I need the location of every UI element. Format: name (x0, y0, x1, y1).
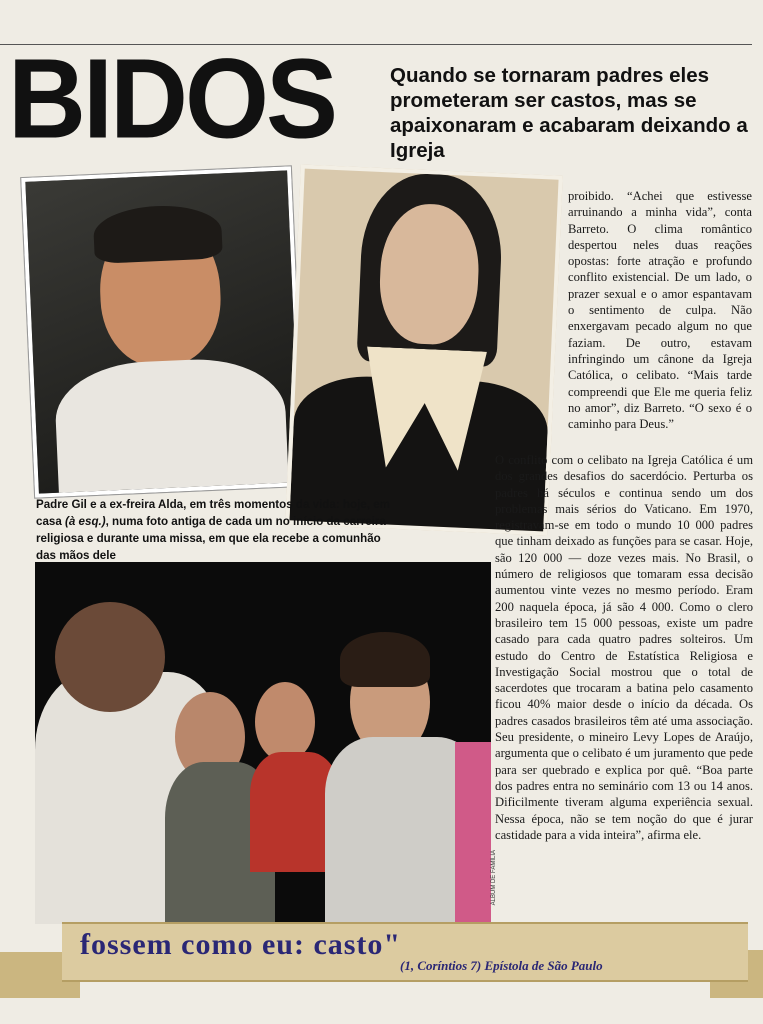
headline: BIDOS (8, 34, 336, 162)
caption-text: Padre Gil e a ex-freira Alda, em três momentos da vida: hoje, em casa (36, 498, 390, 528)
body-column-1: proibido. “Achei que estivesse arruinando a minha vida”, conta Barreto. O clima romântico despertou neles duas reações opostas: forte atração e profundo conflito existencial. De um lado, o prazer sexual e o amor espantavam o sentimento de culpa. Não enxergavam pecado algum no que faziam. De outro, estavam infringindo um cânone da Igreja Católica, o celibato. “Mais tarde compreendi que Ele me queria feliz no amor”, diz Barreto. “O sexo é o caminho para Deus.” (568, 189, 752, 432)
caption-emphasis: (à esq.) (65, 515, 106, 528)
caption-text-end: , numa foto antiga de cada um no início da carreira religiosa e durante uma missa, em que ela recebe a comunhão das mãos dele (36, 515, 386, 562)
body-column-2: O conflito com o celibato na Igreja Católica é um dos grandes desafios do sacerdócio. Perturba os padres há séculos e continua sendo um dos problemas mais sérios do Vaticano. Em 1970, registravam-se em todo o mundo 10 000 padres que tinham deixado as funções para se casar. Hoje, são 120 000 — doze vezes mais. No Brasil, o número de religiosos que tomaram essa decisão aumentou vinte vezes no mesmo período. Eram 200 naquela época, já são 4 000. Como o clero brasileiro tem 15 000 pessoas, existe um padre casado para cada quatro padres solteiros. Um estudo do Centro de Estatística Religiosa e Investigação Social mostrou que o total de sacerdotes que trocaram a batina pelo casamento ficou 40% maior desde o início da década. Os padres casados brasileiros têm até uma associação. Seu presidente, o mineiro Levy Lopes de Araújo, argumenta que o celibato é um juramento que pede para ser quebrado e explica por quê. “Boa parte dos padres entra no seminário com 13 ou 14 anos. Dificilmente tiveram alguma experiência sexual. Nessa época, não se tem noção do que é jurar castidade para a vida inteira”, afirma ele. (495, 453, 753, 842)
headline-deck: Quando se tornaram padres eles prometeram ser castos, mas se apaixonaram e acabaram deixando a Igreja (390, 64, 748, 162)
banner-quote: fossem como eu: casto" (80, 928, 402, 961)
photo-credit: ÁLBUM DE FAMÍLIA (491, 850, 497, 906)
banner-quote-source: (1, Coríntios 7) Epístola de São Paulo (400, 958, 603, 973)
photo-padre-gil-home (21, 166, 305, 497)
photo-caption (36, 496, 396, 564)
photo-mass-communion (35, 562, 491, 924)
